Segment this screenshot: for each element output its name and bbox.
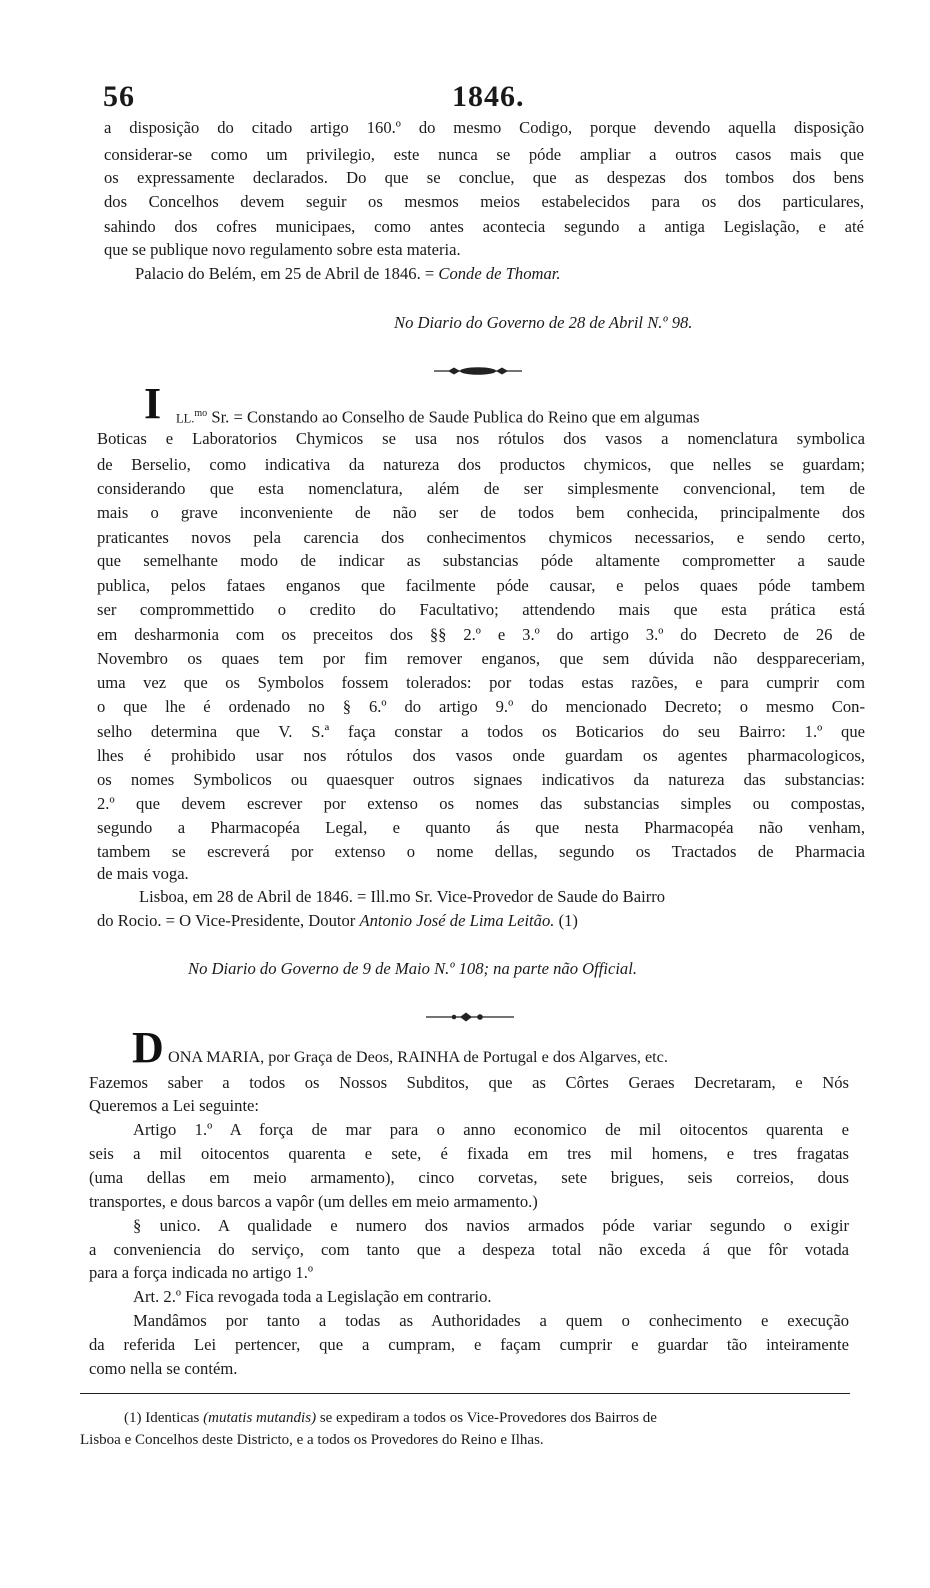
closing-place-date: Palacio do Belém, em 25 de Abril de 1846. = — [135, 264, 439, 283]
text-line: Artigo 1.º A força de mar para o anno economico de mil oitocentos quarenta e — [133, 1120, 849, 1139]
text-line: os nomes Symbolicos ou quaesquer outros signaes indicativos da natureza das substancias: — [97, 770, 865, 789]
drop-cap: D — [132, 1023, 164, 1072]
text-line: para a força indicada no artigo 1.º — [89, 1263, 313, 1282]
text-line — [176, 403, 700, 430]
text-line: considerando que esta nomenclatura, além de ser simplesmente convencional, tem de — [97, 479, 865, 498]
source-note: No Diario do Governo de 9 de Maio N.º 108; na parte não Official. — [188, 959, 637, 978]
text-line: Art. 2.º Fica revogada toda a Legislação em contrario. — [133, 1287, 492, 1306]
text-line: que semelhante modo de indicar as substancias póde altamente comprometter a saude — [97, 551, 865, 570]
text-line: da referida Lei pertencer, que a cumpram, e façam cumprir e guardar tão inteiramente — [89, 1335, 849, 1354]
text-line: Queremos a Lei seguinte: — [89, 1096, 260, 1115]
text-line: segundo a Pharmacopéa Legal, e quanto ás que nesta Pharmacopéa não venham, — [97, 818, 865, 837]
text-line: o que lhe é ordenado no § 6.º do artigo 9.º do mencionado Decreto; o mesmo Con- — [97, 697, 865, 716]
text-line: dos Concelhos devem seguir os mesmos meios estabelecidos para os dos particulares, — [104, 192, 864, 211]
text-line: selho determina que V. S.ª faça constar a todos os Boticarios do seu Bairro: 1.º que — [97, 722, 865, 741]
text-line: seis a mil oitocentos quarenta e sete, é fixada em tres mil homens, e tres fragatas — [89, 1144, 849, 1163]
closing-line: Lisboa, em 28 de Abril de 1846. = Ill.mo Sr. Vice-Provedor de Saude do Bairro — [139, 887, 666, 906]
text-line: tambem se escreverá por extenso o nome dellas, segundo os Tractados de Pharmacia — [97, 842, 865, 861]
title-sup: mo — [194, 408, 208, 419]
page-number: 56 — [103, 80, 135, 113]
text-line: § unico. A qualidade e numero dos navios armados póde variar segundo o exigir — [133, 1216, 849, 1235]
text-line: 2.º que devem escrever por extenso os nomes das substancias simples ou compostas, — [97, 794, 865, 813]
footnote-text: se expediram a todos os Vice-Provedores dos Bairros de — [316, 1410, 657, 1426]
page-year: 1846. — [452, 80, 525, 113]
divider-ornament — [432, 365, 524, 377]
text-line: a disposição do citado artigo 160.º do mesmo Codigo, porque devendo aquella disposição — [104, 118, 864, 137]
title-abbrev: LL. — [176, 411, 195, 426]
text-line: a conveniencia do serviço, com tanto que a despeza total não exceda á que fôr votada — [89, 1240, 849, 1259]
text-line: transportes, e dous barcos a vapôr (um delles em meio armamento.) — [89, 1192, 538, 1211]
first-line-text: Sr. = Constando ao Conselho de Saude Publica do Reino que em algumas — [207, 407, 700, 427]
text-line: sahindo dos cofres municipaes, como antes acontecia segundo a antiga Legislação, e até — [104, 217, 864, 236]
text-line: Boticas e Laboratorios Chymicos se usa nos rótulos dos vasos a nomenclatura symbolica — [97, 429, 865, 448]
text-line: ONA MARIA, por Graça de Deos, RAINHA de Portugal e dos Algarves, etc. — [168, 1048, 668, 1066]
text-line: Mandâmos por tanto a todas as Authoridades a quem o conhecimento e execução — [133, 1311, 849, 1330]
footnote-line — [124, 1408, 657, 1428]
signer: Conde de Thomar. — [438, 264, 561, 283]
text-line: praticantes novos pela carencia dos conhecimentos chymicos necessarios, e sendo certo, — [97, 528, 865, 547]
footnote-text: Identicas — [141, 1410, 204, 1426]
closing-text: do Rocio. = O Vice-Presidente, Doutor — [97, 911, 360, 930]
text-line: os expressamente declarados. Do que se conclue, que as despezas dos tombos dos bens — [104, 168, 864, 187]
text-line: uma vez que os Symbolos fossem tolerados: por todas estas razões, e para cumprir com — [97, 673, 865, 692]
text-line: de Berselio, como indicativa da natureza dos productos chymicos, que nelles se guardam; — [97, 455, 865, 474]
source-note: No Diario do Governo de 28 de Abril N.º 98. — [394, 313, 693, 332]
text-line: Fazemos saber a todos os Nossos Subditos, que as Côrtes Geraes Decretaram, e Nós — [89, 1073, 849, 1092]
text-line: (uma dellas em meio armamento), cinco corvetas, sete brigues, seis correios, dous — [89, 1168, 849, 1187]
footnote-rule — [80, 1393, 850, 1394]
text-line: de mais voga. — [97, 864, 189, 883]
text-line: Novembro os quaes tem por fim remover enganos, que sem dúvida não desppareceriam, — [97, 649, 865, 668]
footnote-ref: (1) — [554, 911, 578, 930]
text-line: publica, pelos fataes enganos que facilmente póde causar, e pelos quaes póde tambem — [97, 576, 865, 595]
text-line: ser comprommettido o credito do Facultativo; attendendo mais que esta prática está — [97, 600, 865, 619]
signer: Antonio José de Lima Leitão. — [359, 911, 555, 930]
closing-line — [135, 263, 561, 285]
drop-cap: I — [144, 379, 162, 428]
text-line: como nella se contém. — [89, 1359, 238, 1378]
text-line: em desharmonia com os preceitos dos §§ 2.º e 3.º do artigo 3.º do Decreto de 26 de — [97, 625, 865, 644]
footnote-line: Lisboa e Concelhos deste Districto, e a todos os Provedores do Reino e Ilhas. — [80, 1432, 544, 1448]
text-line: considerar-se como um privilegio, este nunca se póde ampliar a outros casos mais que — [104, 145, 864, 164]
text-line: lhes é prohibido usar nos rótulos dos vasos onde guardam os agentes pharmacologicos, — [97, 746, 865, 765]
footnote-marker: (1) — [124, 1410, 142, 1426]
text-line: que se publique novo regulamento sobre esta materia. — [104, 240, 461, 259]
divider-ornament — [424, 1011, 516, 1023]
closing-line — [97, 910, 578, 932]
text-line: mais o grave inconveniente de não ser de todos bem conhecida, principalmente dos — [97, 503, 865, 522]
footnote-latin: (mutatis mutandis) — [203, 1410, 317, 1426]
